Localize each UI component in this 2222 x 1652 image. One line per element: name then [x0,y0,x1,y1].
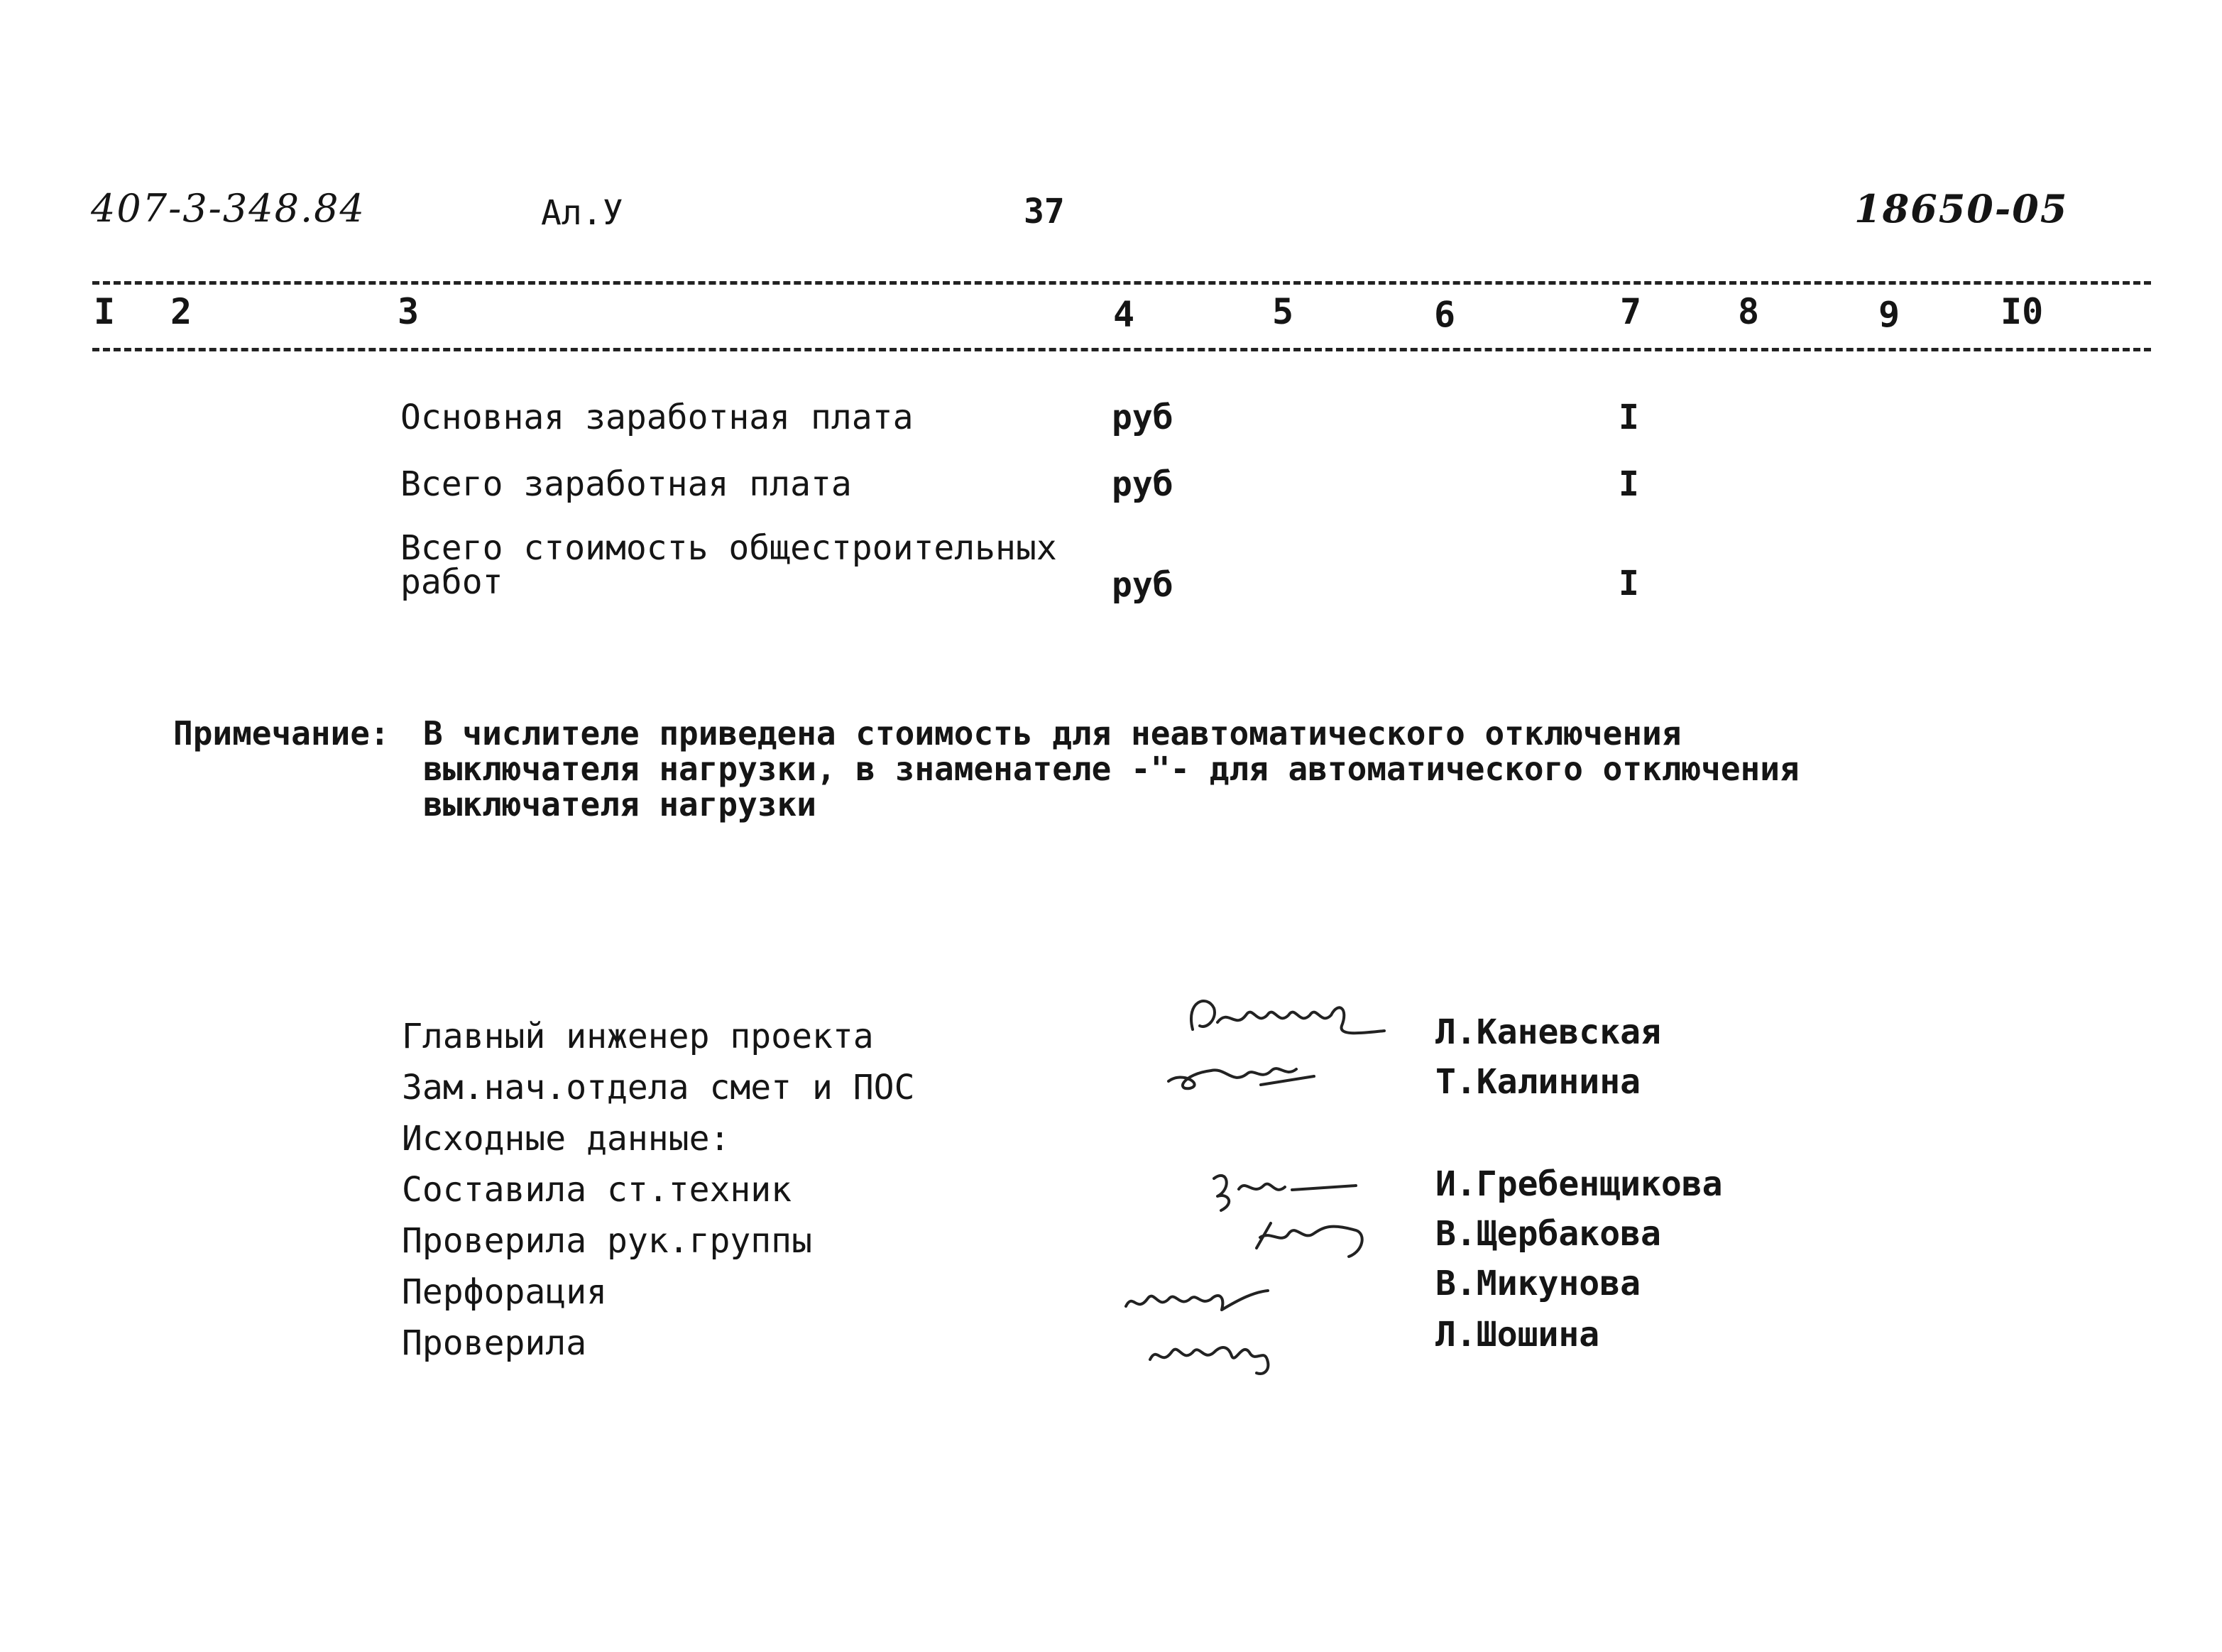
column-number: 4 [1113,294,1135,335]
handwritten-signature [1119,1271,1282,1328]
inventory-number: 18650-05 [1854,186,2069,231]
sheet-label: Ал.У [541,193,623,233]
signature-role: Исходные данные: [402,1119,730,1159]
column-number: 2 [170,291,192,332]
signature-role: Проверила [402,1323,587,1363]
column-number: I0 [2001,291,2044,332]
note-line: выключателя нагрузки [423,785,816,824]
row-name: Всего заработная плата [400,464,852,504]
note-label: Примечание: [173,714,390,753]
column-number: 7 [1620,291,1642,332]
row-col7-value: I [1619,564,1639,603]
row-col7-value: I [1619,398,1639,437]
column-number: 8 [1738,291,1760,332]
row-unit: руб [1112,565,1173,605]
note-text [423,716,1800,822]
handwritten-signature [1178,987,1420,1051]
row-name-line: работ [400,562,503,602]
row-name [400,528,1057,602]
table-header-rule [92,348,2151,351]
handwritten-signature [1200,1164,1370,1214]
row-name-line: Всего стоимость общестроительных [400,528,1057,568]
signature-role: Перфорация [402,1272,607,1312]
handwritten-signature [1249,1213,1377,1262]
signature-role: Проверила рук.группы [402,1221,812,1261]
column-number: 3 [398,291,420,332]
row-name: Основная заработная плата [400,398,914,437]
handwritten-signature [1143,1320,1285,1377]
signature-role: Составила ст.техник [402,1170,792,1210]
note-line: выключателя нагрузки, в знаменателе -"- для автоматического отключения [423,750,1800,788]
note-line: В числителе приведена стоимость для неавтоматического отключения [423,714,1682,753]
table-top-rule [92,281,2151,285]
column-number: 6 [1434,294,1456,335]
signatory-name: Т.Калинина [1435,1062,1641,1102]
signatory-name: И.Гребенщикова [1435,1164,1723,1204]
signatory-name: Л.Шошина [1435,1315,1600,1355]
signature-role: Зам.нач.отдела смет и ПОС [402,1068,915,1107]
page-number: 37 [1024,192,1065,231]
column-number: 9 [1878,294,1900,335]
document-number: 407-3-348.84 [91,186,366,231]
column-number: I [94,291,116,332]
signatory-name: Л.Каневская [1435,1012,1661,1052]
handwritten-signature [1161,1049,1325,1099]
row-unit: руб [1112,398,1173,437]
row-col7-value: I [1619,464,1639,504]
signature-role: Главный инженер проекта [402,1017,874,1056]
signatory-name: В.Щербакова [1435,1214,1661,1254]
row-unit: руб [1112,464,1173,504]
signatory-name: В.Микунова [1435,1264,1641,1303]
column-number: 5 [1272,291,1294,332]
